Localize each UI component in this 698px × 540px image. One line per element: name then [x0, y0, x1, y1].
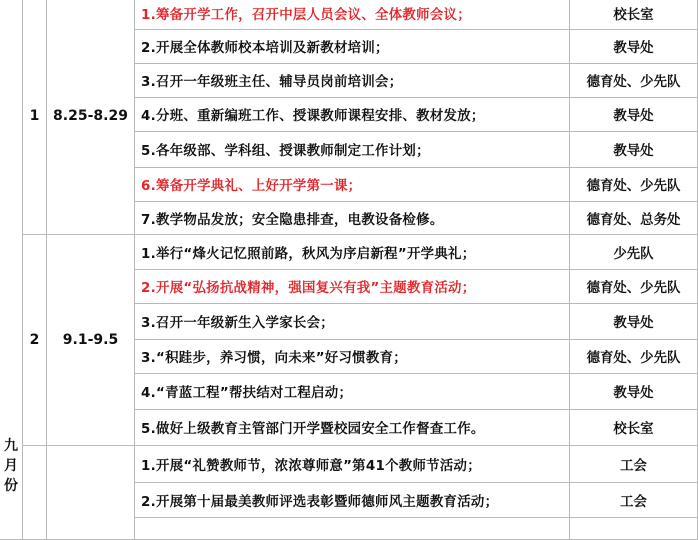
task-cell: 3.召开一年级班主任、辅导员岗前培训会；: [135, 64, 570, 98]
department-cell: [570, 518, 698, 540]
task-cell: 5.各年级部、学科组、授课教师制定工作计划；: [135, 132, 570, 168]
task-cell: 6.筹备开学典礼、上好开学第一课；: [135, 168, 570, 202]
month-label: [0, 436, 22, 496]
department-cell: 校长室: [570, 410, 698, 446]
department-cell: 工会: [570, 446, 698, 483]
week-number-cell: [23, 446, 47, 540]
task-cell: 2.开展第十届最美教师评选表彰暨师德师风主题教育活动；: [135, 483, 570, 518]
task-cell: 5.做好上级教育主管部门开学暨校园安全工作督查工作。: [135, 410, 570, 446]
department-cell: 少先队: [570, 235, 698, 270]
month-char: 月: [4, 458, 18, 474]
department-cell: 教导处: [570, 304, 698, 340]
task-cell: [135, 518, 570, 540]
department-cell: 教导处: [570, 374, 698, 410]
department-cell: 教导处: [570, 30, 698, 64]
month-char: 份: [4, 478, 18, 494]
task-cell: 7.教学物品发放；安全隐患排查，电教设备检修。: [135, 202, 570, 235]
task-cell: 3.“积跬步，养习惯，向未来”好习惯教育；: [135, 340, 570, 374]
department-cell: 工会: [570, 483, 698, 518]
task-cell: 3.召开一年级新生入学家长会；: [135, 304, 570, 340]
week-number-cell: 1: [23, 0, 47, 235]
date-range-cell: 8.25-8.29: [47, 0, 135, 235]
task-cell: 2.开展“弘扬抗战精神，强国复兴有我”主题教育活动；: [135, 270, 570, 304]
department-cell: 教导处: [570, 98, 698, 132]
department-cell: 德育处、少先队: [570, 64, 698, 98]
week-number-cell: 2: [23, 235, 47, 446]
department-cell: 德育处、少先队: [570, 270, 698, 304]
date-range-cell: 9.1-9.5: [47, 235, 135, 446]
task-cell: 1.举行“烽火记忆照前路，秋风为序启新程”开学典礼；: [135, 235, 570, 270]
department-cell: 教导处: [570, 132, 698, 168]
task-cell: 4.“青蓝工程”帮扶结对工程启动；: [135, 374, 570, 410]
task-cell: 1.筹备开学工作，召开中层人员会议、全体教师会议；: [135, 0, 570, 30]
department-cell: 校长室: [570, 0, 698, 30]
task-cell: 2.开展全体教师校本培训及新教材培训；: [135, 30, 570, 64]
task-cell: 1.开展“礼赞教师节，浓浓尊师意”第41个教师节活动；: [135, 446, 570, 483]
date-range-cell: [47, 446, 135, 540]
task-cell: 4.分班、重新编班工作、授课教师课程安排、教材发放；: [135, 98, 570, 132]
department-cell: 德育处、少先队: [570, 340, 698, 374]
department-cell: 德育处、少先队: [570, 168, 698, 202]
department-cell: 德育处、总务处: [570, 202, 698, 235]
month-char: 九: [4, 438, 18, 454]
